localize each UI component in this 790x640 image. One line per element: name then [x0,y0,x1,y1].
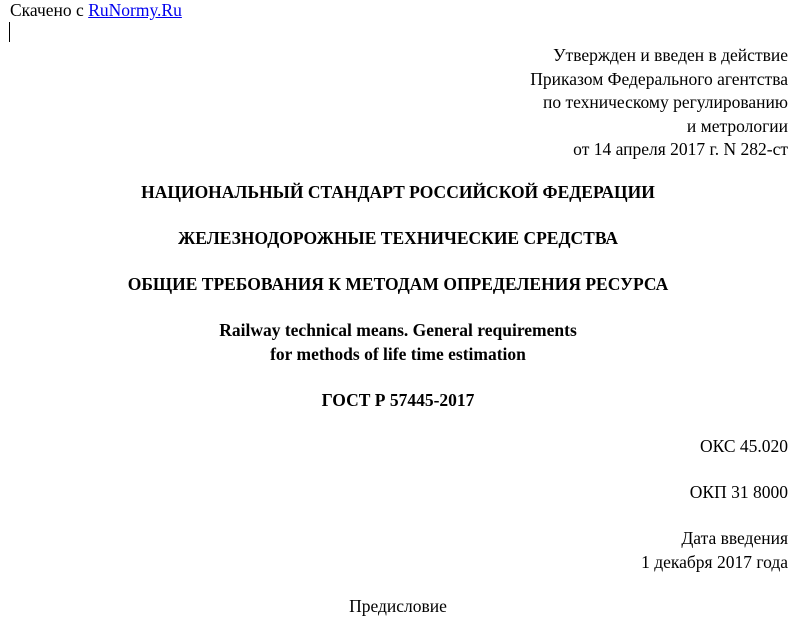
subtitle: ОБЩИЕ ТРЕБОВАНИЯ К МЕТОДАМ ОПРЕДЕЛЕНИЯ РЕСУРСА [127,274,669,294]
approval-block [530,44,788,162]
okp-code: ОКП 31 8000 [689,482,788,502]
approval-line: Приказом Федерального агентства [530,68,788,89]
gost-number: ГОСТ Р 57445-2017 [321,390,475,410]
approval-line: Утвержден и введен в действие [553,45,788,65]
subject-title: ЖЕЛЕЗНОДОРОЖНЫЕ ТЕХНИЧЕСКИЕ СРЕДСТВА [177,228,619,248]
english-title-line: Railway technical means. General requirements [219,320,577,340]
source-line [10,0,182,20]
english-title [0,319,790,366]
source-link[interactable]: RuNormy.Ru [88,0,182,20]
introduction-label: Дата введения [681,528,788,548]
standard-title: НАЦИОНАЛЬНЫЙ СТАНДАРТ РОССИЙСКОЙ ФЕДЕРАЦИИ [141,182,655,202]
source-prefix: Скачено с [10,0,89,20]
text-cursor [9,22,10,42]
approval-line: по техническому регулированию [542,92,788,112]
oks-code: ОКС 45.020 [699,436,788,456]
approval-line: от 14 апреля 2017 г. N 282-ст [573,139,788,159]
approval-line: и метрологии [686,115,788,136]
introduction-date-block [641,526,788,574]
preface-heading: Предисловие [349,596,447,616]
english-title-line: for methods of life time estimation [270,343,526,364]
introduction-date: 1 декабря 2017 года [641,552,788,572]
